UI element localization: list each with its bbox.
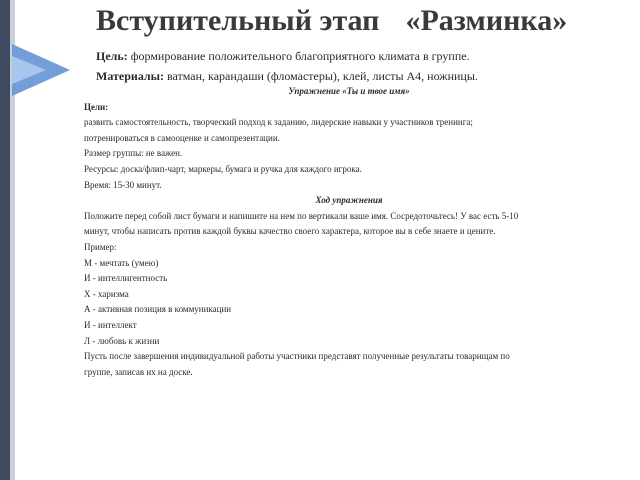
goals-text-1: развить самостоятельность, творческий подход к заданию, лидерские навыки у участников тренинга; bbox=[84, 117, 473, 128]
goals-text-2: потренироваться в самооценке и самопрезентации. bbox=[84, 132, 280, 143]
example-line-5: И - интеллект bbox=[84, 319, 137, 330]
goal-line bbox=[96, 46, 616, 66]
goal-label: Цель: bbox=[96, 49, 128, 63]
closing-text-1: Пусть после завершения индивидуальной работы участники представят полученные результаты товарищам по bbox=[84, 351, 510, 362]
procedure-text-1: Положите перед собой лист бумаги и напишите на нем по вертикали ваше имя. Сосредоточьтесь! У вас есть 5-10 bbox=[84, 210, 519, 221]
slide-meta bbox=[96, 46, 616, 86]
time: Время: 15-30 минут. bbox=[84, 179, 162, 190]
slide-title-part2: «Разминка» bbox=[405, 4, 568, 37]
closing-text-2: группе, записав их на доске. bbox=[84, 366, 193, 377]
arrow-decor-inner-icon bbox=[12, 56, 46, 84]
exercise-heading: Упражнение «Ты и твое имя» bbox=[288, 86, 410, 96]
goals-label: Цели: bbox=[84, 101, 109, 112]
goal-text: формирование положительного благоприятного климата в группе. bbox=[127, 49, 470, 63]
slide-title-part1: Вступительный этап bbox=[96, 4, 380, 37]
example-line-3: Х - харизма bbox=[84, 288, 129, 299]
resources: Ресурсы: доска/флип-чарт, маркеры, бумага и ручка для каждого игрока. bbox=[84, 163, 362, 174]
materials-line bbox=[96, 66, 616, 86]
example-line-6: Л - любовь к жизни bbox=[84, 335, 160, 346]
materials-text: ватман, карандаши (фломастеры), клей, листы А4, ножницы. bbox=[164, 69, 478, 83]
materials-label: Материалы: bbox=[96, 69, 165, 83]
example-label: Пример: bbox=[84, 241, 117, 252]
procedure-text-2: минут, чтобы написать против каждой буквы качество своего характера, которое вы в себе знаете и цените. bbox=[84, 226, 496, 237]
procedure-heading: Ход упражнения bbox=[315, 195, 383, 206]
exercise-body bbox=[84, 84, 614, 380]
example-line-2: И - интеллигентность bbox=[84, 273, 168, 284]
example-line-1: М - мечтать (умею) bbox=[84, 257, 159, 268]
slide-title bbox=[96, 4, 616, 38]
left-decor-band bbox=[0, 0, 10, 480]
example-line-4: А - активная позиция в коммуникации bbox=[84, 304, 232, 315]
group-size: Размер группы: не важен. bbox=[84, 148, 183, 159]
